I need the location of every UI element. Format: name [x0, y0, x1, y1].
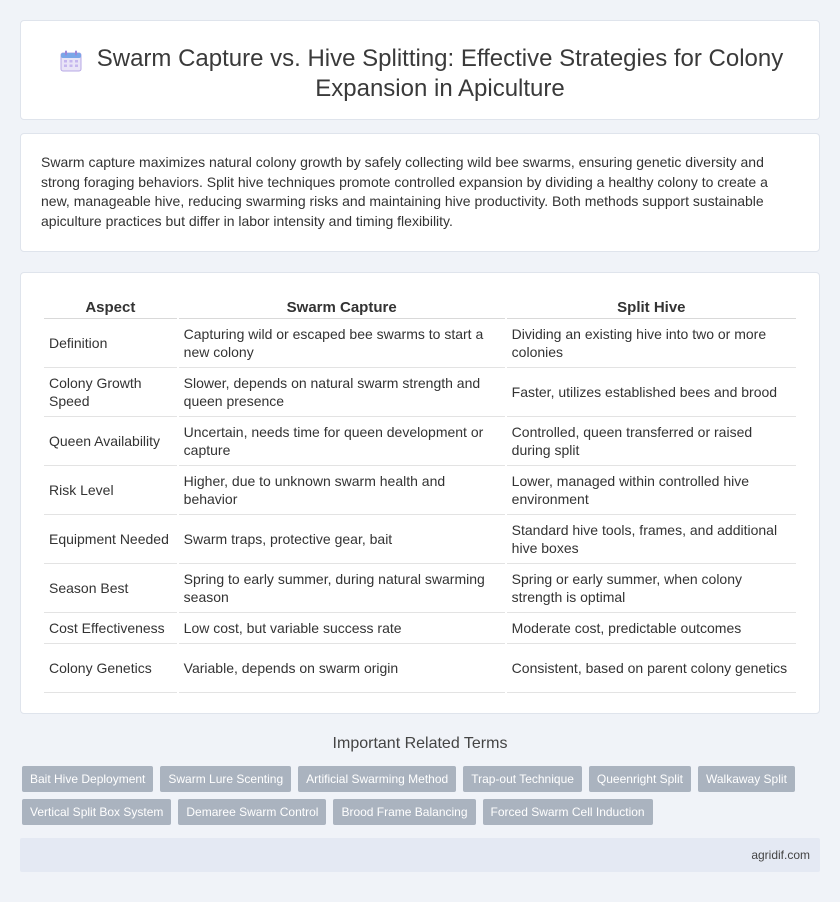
term-tag[interactable]: Forced Swarm Cell Induction [483, 799, 653, 825]
table-row [44, 466, 796, 515]
cell-aspect: Colony Growth Speed [44, 368, 177, 417]
title-card [20, 20, 820, 120]
term-tag[interactable]: Walkaway Split [698, 766, 795, 792]
cell-split-hive: Moderate cost, predictable outcomes [507, 613, 796, 644]
term-tag[interactable]: Bait Hive Deployment [22, 766, 153, 792]
cell-aspect: Equipment Needed [44, 515, 177, 564]
comparison-table [42, 295, 798, 693]
cell-swarm-capture: Swarm traps, protective gear, bait [179, 515, 505, 564]
cell-split-hive: Lower, managed within controlled hive environment [507, 466, 796, 515]
cell-aspect: Definition [44, 319, 177, 368]
table-row [44, 319, 796, 368]
cell-aspect: Queen Availability [44, 417, 177, 466]
table-row [44, 417, 796, 466]
term-tag[interactable]: Vertical Split Box System [22, 799, 171, 825]
cell-split-hive: Faster, utilizes established bees and brood [507, 368, 796, 417]
cell-swarm-capture: Uncertain, needs time for queen development or capture [179, 417, 505, 466]
cell-swarm-capture: Capturing wild or escaped bee swarms to start a new colony [179, 319, 505, 368]
table-row [44, 613, 796, 644]
related-terms-list [22, 766, 802, 825]
cell-aspect: Colony Genetics [44, 644, 177, 693]
term-tag[interactable]: Brood Frame Balancing [333, 799, 475, 825]
cell-swarm-capture: Higher, due to unknown swarm health and behavior [179, 466, 505, 515]
footer [20, 838, 820, 872]
table-row [44, 644, 796, 693]
cell-aspect: Risk Level [44, 466, 177, 515]
footer-site-link[interactable]: agridif.com [751, 848, 810, 862]
cell-swarm-capture: Variable, depends on swarm origin [179, 644, 505, 693]
cell-aspect: Cost Effectiveness [44, 613, 177, 644]
header-aspect: Aspect [44, 295, 177, 319]
table-row [44, 368, 796, 417]
cell-swarm-capture: Low cost, but variable success rate [179, 613, 505, 644]
table-row [44, 564, 796, 613]
cell-split-hive: Consistent, based on parent colony genetics [507, 644, 796, 693]
cell-aspect: Season Best [44, 564, 177, 613]
cell-split-hive: Dividing an existing hive into two or more colonies [507, 319, 796, 368]
cell-split-hive: Standard hive tools, frames, and additional hive boxes [507, 515, 796, 564]
page-title: Swarm Capture vs. Hive Splitting: Effective Strategies for Colony Expansion in Apiculture [96, 45, 784, 102]
table-header-row [44, 295, 796, 319]
term-tag[interactable]: Swarm Lure Scenting [160, 766, 291, 792]
cell-swarm-capture: Spring to early summer, during natural swarming season [179, 564, 505, 613]
intro-card [20, 133, 820, 252]
term-tag[interactable]: Queenright Split [589, 766, 691, 792]
term-tag[interactable]: Demaree Swarm Control [178, 799, 326, 825]
term-tag[interactable]: Artificial Swarming Method [298, 766, 456, 792]
header-split-hive: Split Hive [507, 295, 796, 319]
cell-swarm-capture: Slower, depends on natural swarm strength and queen presence [179, 368, 505, 417]
intro-paragraph: Swarm capture maximizes natural colony growth by safely collecting wild bee swarms, ensuring genetic diversity and strong foraging behaviors. Split hive techniques promote controlled expansion by dividing a healthy colony to create a new, manageable hive, reducing swarming risks and maintaining hive productivity. Both methods support sustainable apiculture practices but differ in labor intensity and timing flexibility. [41, 154, 768, 229]
term-tag[interactable]: Trap-out Technique [463, 766, 582, 792]
comparison-card [20, 272, 820, 714]
cell-split-hive: Controlled, queen transferred or raised during split [507, 417, 796, 466]
header-swarm-capture: Swarm Capture [179, 295, 505, 319]
related-terms-title: Important Related Terms [332, 735, 508, 752]
cell-split-hive: Spring or early summer, when colony strength is optimal [507, 564, 796, 613]
table-row [44, 515, 796, 564]
